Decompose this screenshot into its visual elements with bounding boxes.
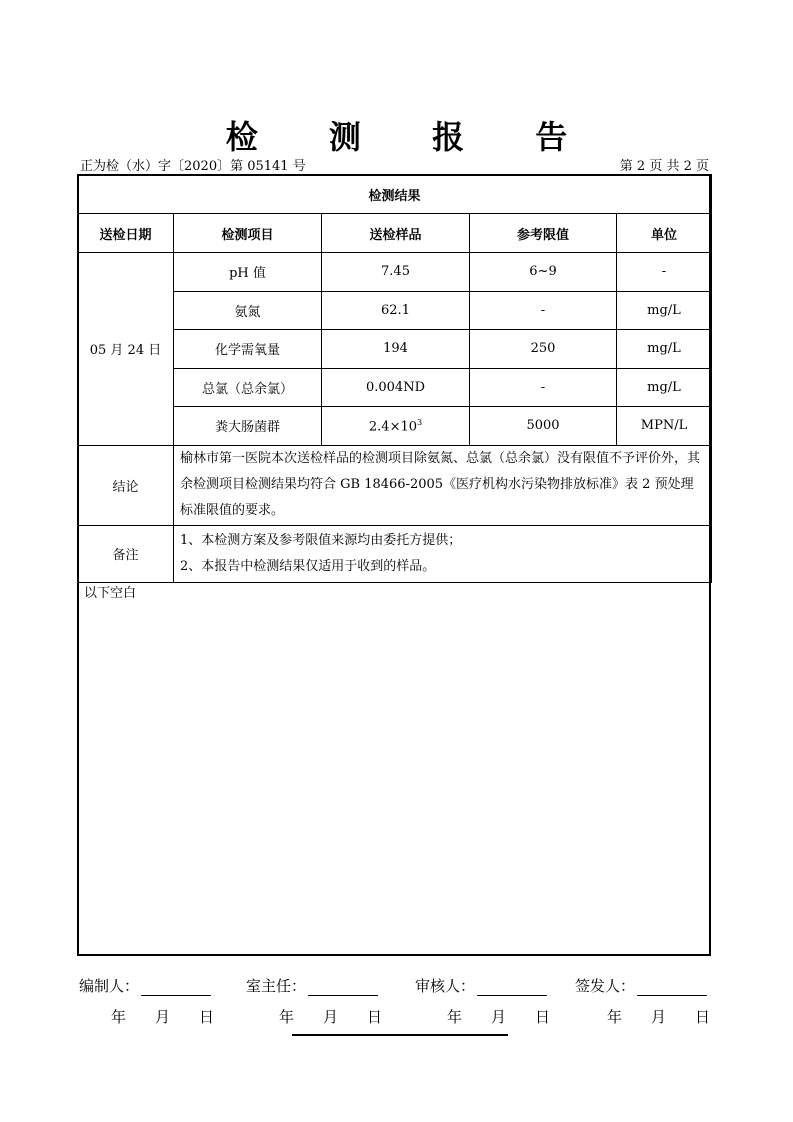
signature-label: 室主任： (246, 977, 307, 995)
sample-cell: 7.45 (322, 253, 470, 292)
sample-exponent: 3 (417, 417, 423, 427)
month-label: 月 (323, 1008, 339, 1026)
item-cell: pH 值 (174, 253, 322, 292)
page-info: 第 2 页 共 2 页 (619, 159, 709, 174)
sample-cell: 0.004ND (322, 368, 470, 407)
day-label: 日 (199, 1008, 215, 1026)
date-field-compiler (111, 1006, 243, 1027)
document-number: 正为检（水）字〔2020〕第 05141 号 (80, 159, 306, 174)
sample-cell: 62.1 (322, 291, 470, 330)
bottom-rule (292, 1034, 508, 1036)
limit-cell: 250 (470, 330, 617, 369)
remark-line-2: 2、本报告中检测结果仅适用于收到的样品。 (180, 558, 436, 574)
remarks-label: 备注 (78, 525, 174, 582)
limit-cell: 6~9 (470, 253, 617, 292)
month-label: 月 (155, 1008, 171, 1026)
blank-note: 以下空白 (84, 586, 137, 601)
sample-base: 2.4×10 (368, 418, 417, 434)
section-title: 检测结果 (78, 175, 712, 214)
signature-label: 审核人： (415, 977, 476, 995)
unit-cell: mg/L (617, 368, 712, 407)
signature-label: 签发人： (575, 977, 636, 995)
limit-cell: - (470, 291, 617, 330)
year-label: 年 (279, 1008, 295, 1026)
unit-cell: - (617, 253, 712, 292)
day-label: 日 (535, 1008, 551, 1026)
item-cell: 氨氮 (174, 291, 322, 330)
item-cell: 总氯（总余氯） (174, 368, 322, 407)
signature-director (246, 975, 378, 996)
unit-cell: MPN/L (617, 407, 712, 446)
col-header-unit: 单位 (617, 214, 712, 253)
signature-reviewer (415, 975, 547, 996)
month-label: 月 (491, 1008, 507, 1026)
item-cell: 化学需氧量 (174, 330, 322, 369)
month-label: 月 (651, 1008, 667, 1026)
year-label: 年 (607, 1008, 623, 1026)
sample-date: 05 月 24 日 (78, 253, 174, 446)
remark-line-1: 1、本检测方案及参考限值来源均由委托方提供； (180, 532, 462, 548)
conclusion-label: 结论 (78, 445, 174, 525)
date-field-reviewer (447, 1006, 579, 1027)
signature-line (637, 981, 707, 996)
sample-cell: 194 (322, 330, 470, 369)
unit-cell: mg/L (617, 330, 712, 369)
col-header-date: 送检日期 (78, 214, 174, 253)
report-title: 检 测 报 告 (225, 118, 598, 156)
limit-cell: 5000 (470, 407, 617, 446)
year-label: 年 (447, 1008, 463, 1026)
signature-compiler (79, 975, 211, 996)
col-header-limit: 参考限值 (470, 214, 617, 253)
signature-line (141, 981, 211, 996)
year-label: 年 (111, 1008, 127, 1026)
date-field-director (279, 1006, 411, 1027)
item-cell: 粪大肠菌群 (174, 407, 322, 446)
signature-issuer (575, 975, 707, 996)
date-field-issuer (607, 1006, 739, 1027)
report-frame (77, 174, 711, 956)
day-label: 日 (695, 1008, 711, 1026)
signature-label: 编制人： (79, 977, 140, 995)
day-label: 日 (367, 1008, 383, 1026)
col-header-sample: 送检样品 (322, 214, 470, 253)
signature-line (308, 981, 378, 996)
limit-cell: - (470, 368, 617, 407)
unit-cell: mg/L (617, 291, 712, 330)
signature-line (477, 981, 547, 996)
conclusion-text: 榆林市第一医院本次送检样品的检测项目除氨氮、总氯（总余氯）没有限值不予评价外，其余检测项目检测结果均符合 GB 18466-2005《医疗机构水污染物排放标准》表 2 预处理标准限值的要求。 (174, 445, 712, 525)
col-header-item: 检测项目 (174, 214, 322, 253)
